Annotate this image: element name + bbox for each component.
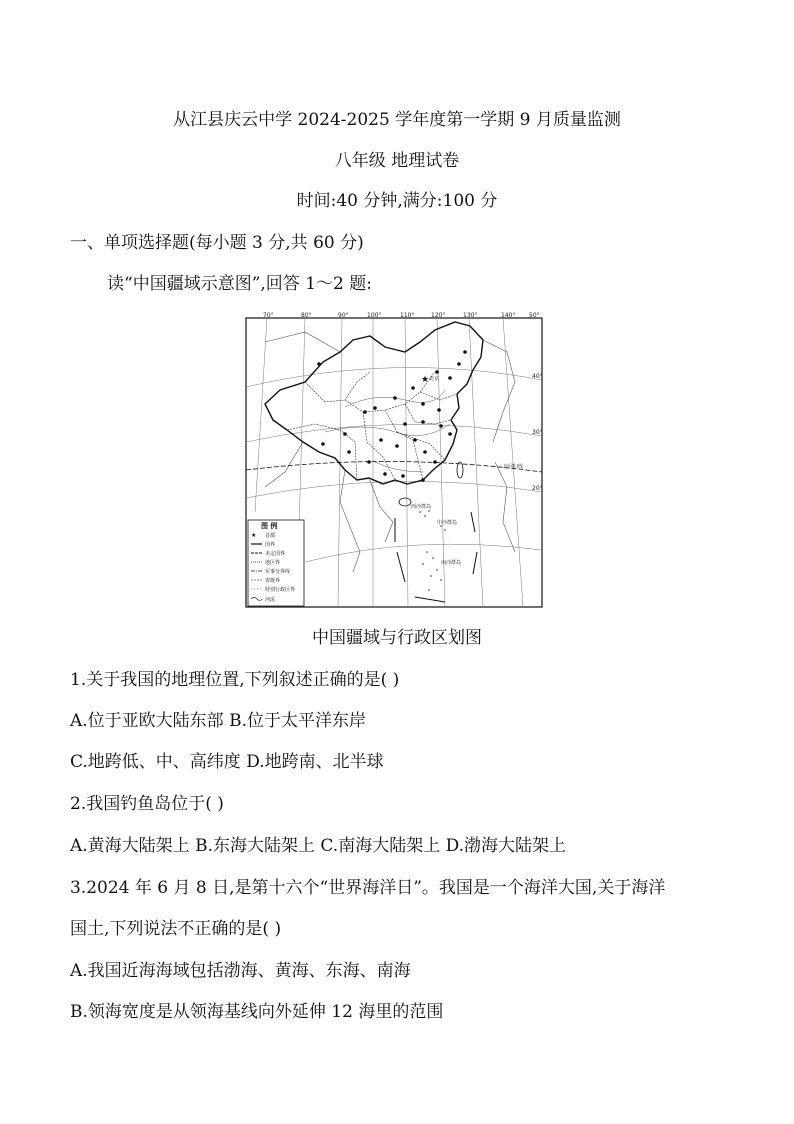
q1-options-row1: A.位于亚欧大陆东部 B.位于太平洋东岸 xyxy=(70,711,366,731)
zhongsha-label: 中沙群岛 xyxy=(437,520,458,526)
lat-tick: 40° xyxy=(532,373,543,380)
exam-title: 从江县庆云中学 2024-2025 学年度第一学期 9 月质量监测 xyxy=(173,110,621,130)
legend-item: 河流 xyxy=(265,597,276,603)
legend-item: 首都 xyxy=(265,533,276,539)
exam-info: 时间:40 分钟,满分:100 分 xyxy=(296,191,498,211)
capital-star-icon: ★ xyxy=(421,375,430,385)
section-heading: 一、单项选择题(每小题 3 分,共 60 分) xyxy=(70,233,364,253)
lat-tick: 20° xyxy=(532,485,543,492)
china-territory-map xyxy=(245,312,545,609)
lon-tick: 90° xyxy=(338,312,349,319)
map-legend xyxy=(248,520,304,606)
legend-title: 图 例 xyxy=(261,522,278,530)
q2-stem: 2.我国钓鱼岛位于( ) xyxy=(70,794,224,814)
lon-tick: 70° xyxy=(263,312,274,319)
lon-tick: 100° xyxy=(367,312,382,319)
map-svg xyxy=(245,312,545,609)
legend-item: 特别行政区界 xyxy=(265,587,296,593)
beijing-label: 北京 xyxy=(429,376,440,382)
nansha-label: 南沙群岛 xyxy=(441,560,462,566)
lon-tick: 50° xyxy=(529,312,540,319)
lon-tick: 110° xyxy=(400,312,415,319)
q1-options-row2: C.地跨低、中、高纬度 D.地跨南、北半球 xyxy=(70,752,384,772)
lat-tick: 30° xyxy=(532,429,543,436)
q3-stem-line2: 国土,下列说法不正确的是( ) xyxy=(70,919,282,939)
lon-tick: 80° xyxy=(301,312,312,319)
exam-subtitle: 八年级 地理试卷 xyxy=(334,151,460,171)
map-caption: 中国疆域与行政区划图 xyxy=(312,628,482,648)
lon-tick: 130° xyxy=(463,312,478,319)
tropic-label: 北回归线 xyxy=(503,464,524,470)
legend-item: 军事分界线 xyxy=(265,569,291,575)
q3-option-a: A.我国近海海域包括渤海、黄海、东海、南海 xyxy=(70,961,411,981)
lon-tick: 120° xyxy=(431,312,446,319)
q1-stem: 1.关于我国的地理位置,下列叙述正确的是( ) xyxy=(70,670,400,690)
q3-option-b: B.领海宽度是从领海基线向外延伸 12 海里的范围 xyxy=(70,1002,444,1022)
lon-tick: 140° xyxy=(501,312,516,319)
section-intro: 读“中国疆域示意图”,回答 1～2 题: xyxy=(107,274,372,294)
legend-item: 省级界 xyxy=(265,578,281,584)
legend-item: 地区界 xyxy=(265,560,281,566)
legend-item: 国界 xyxy=(265,542,276,548)
q2-options: A.黄海大陆架上 B.东海大陆架上 C.南海大陆架上 D.渤海大陆架上 xyxy=(70,836,567,856)
xisha-label: 西沙群岛 xyxy=(411,504,432,510)
legend-item: 未定国界 xyxy=(265,551,286,557)
q3-stem-line1: 3.2024 年 6 月 8 日,是第十六个“世界海洋日”。我国是一个海洋大国,关于海洋 xyxy=(70,878,666,898)
legend-star-icon: ★ xyxy=(251,532,257,539)
